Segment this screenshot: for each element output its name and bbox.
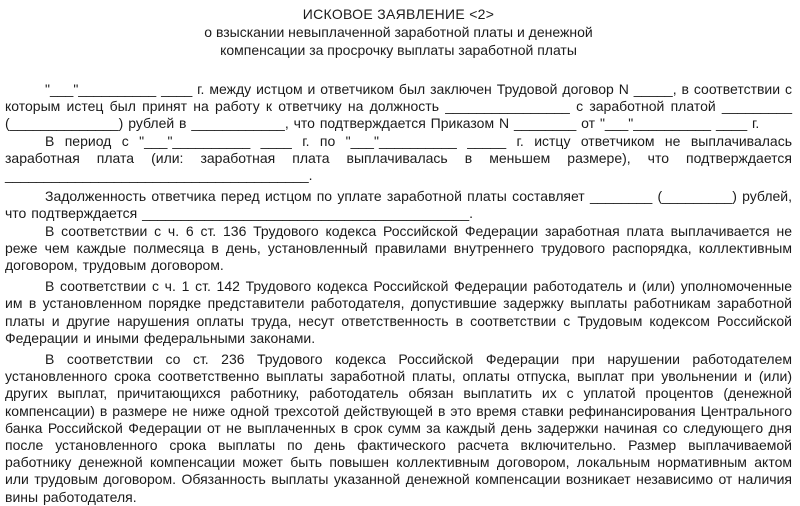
title-line-2: о взыскании невыплаченной заработной платы и денежной — [204, 24, 593, 40]
title-line-3: компенсации за просрочку выплаты заработной платы — [220, 42, 577, 58]
paragraph-debt: Задолженность ответчика перед истцом по уплате заработной платы составляет ________ (_________) рублей, что подтверждается __________________________________________. — [5, 188, 792, 222]
document-title — [5, 5, 792, 59]
paragraph-article-236: В соответствии со ст. 236 Трудового кодекса Российской Федерации при нарушении работодателем установленного срока соответственно выплаты заработной платы, оплаты отпуска, выплат при увольнении и (или) других выплат, причитающихся работнику, работодатель обязан выплатить их с уплатой процентов (денежной компенсации) в размере не ниже одной трехсотой действующей в это время ставки рефинансирования Центрального банка Российской Федерации от не выплаченных в срок сумм за каждый день задержки начиная со следующего дня после установленного срока выплаты по день фактического расчета включительно. Размер выплачиваемой работнику денежной компенсации может быть повышен коллективным договором, локальным нормативным актом или трудовым договором. Обязанность выплаты указанной денежной компенсации возникает независимо от наличия вины работодателя. — [5, 351, 792, 505]
paragraph-article-142: В соответствии с ч. 1 ст. 142 Трудового кодекса Российской Федерации работодатель и (или) уполномоченные им в установленном порядке представители работодателя, допустившие задержку выплаты работникам заработной платы и другие нарушения оплаты труда, несут ответственность в соответствии с Трудовым кодексом Российской Федерации и иными федеральными законами. — [5, 278, 792, 346]
title-line-1: ИСКОВОЕ ЗАЯВЛЕНИЕ <2> — [302, 6, 495, 22]
paragraph-contract: "___"__________ ____ г. между истцом и ответчиком был заключен Трудовой договор N _____, в соответствии с которым истец был принят на работу к ответчику на должность ________________ с заработной платой _________ (______________) рублей в ____________, что подтверждается Приказом N ________ от "___"__________ ____ г. — [5, 81, 792, 132]
paragraph-period: В период с "___"__________ ____ г. по "___"__________ _____ г. истцу ответчиком не выплачивалась заработная плата (или: заработная плата выплачивалась в меньшем размере), что подтверждается _______________________________________. — [5, 132, 792, 184]
paragraph-article-136: В соответствии с ч. 6 ст. 136 Трудового кодекса Российской Федерации заработная плата выплачивается не реже чем каждые полмесяца в день, установленный правилами внутреннего трудового распорядка, коллективным договором, трудовым договором. — [5, 222, 792, 274]
